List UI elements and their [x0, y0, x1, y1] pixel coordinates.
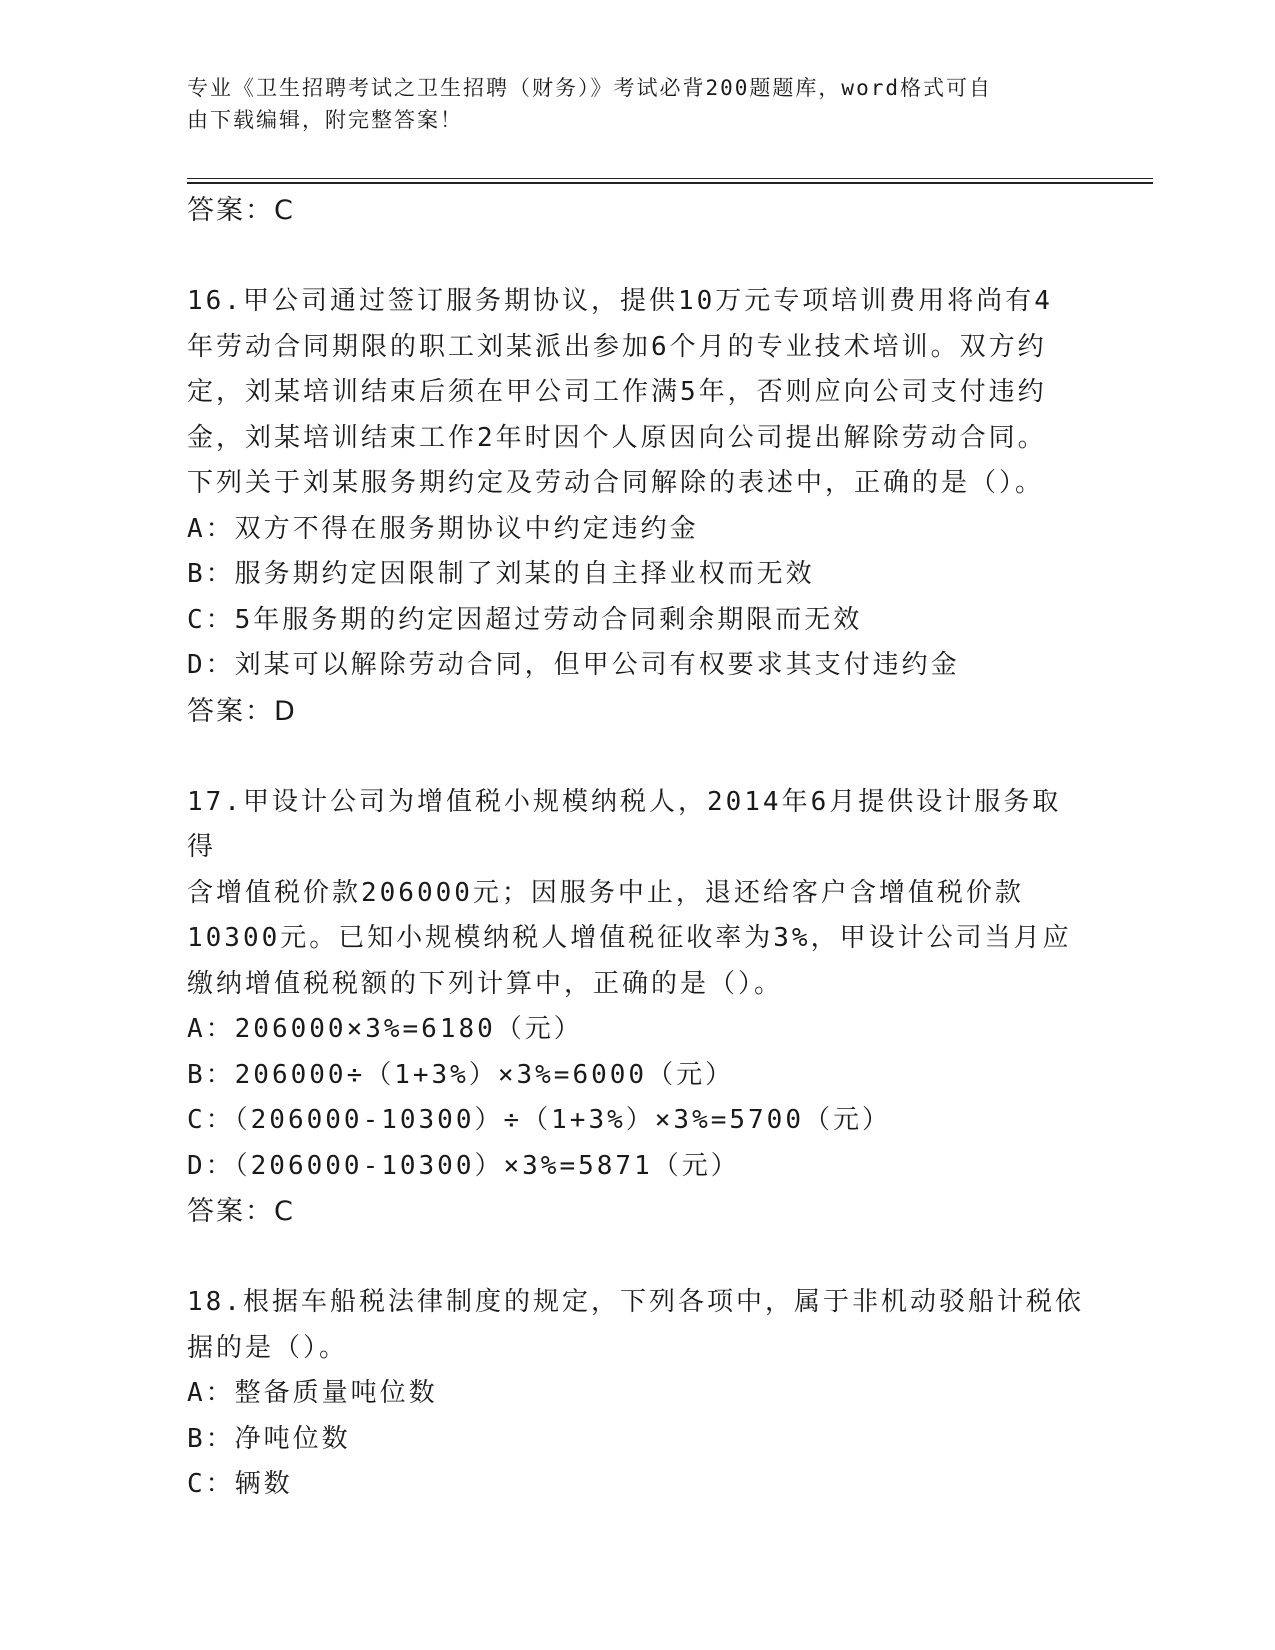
- question-text-line: 金，刘某培训结束工作2年时因个人原因向公司提出解除劳动合同。: [187, 422, 1047, 453]
- answer-line: 答案：D: [187, 695, 297, 727]
- option-c: C：辆数: [187, 1469, 293, 1499]
- question-text-line: 17.甲设计公司为增值税小规模纳税人，2014年6月提供设计服务取得: [187, 786, 1062, 862]
- option-a: A：整备质量吨位数: [187, 1378, 438, 1408]
- question-text-line: 据的是（）。: [187, 1332, 349, 1363]
- option-b: B：服务期约定因限制了刘某的自主择业权而无效: [187, 559, 815, 589]
- option-d: D：刘某可以解除劳动合同，但甲公司有权要求其支付违约金: [187, 650, 960, 680]
- question-text-line: 缴纳增值税税额的下列计算中，正确的是（）。: [187, 968, 784, 999]
- option-a: A：206000×3%=6180（元）: [187, 1014, 583, 1044]
- header-line-2: 由下载编辑，附完整答案！: [187, 108, 463, 132]
- question-17: [187, 780, 1087, 1236]
- document-header: [187, 72, 1067, 136]
- header-divider-thin: [187, 178, 1153, 179]
- option-c: C：（206000-10300）÷（1+3%）×3%=5700（元）: [187, 1105, 891, 1135]
- question-text-line: 16.甲公司通过签订服务期协议，提供10万元专项培训费用将尚有4: [187, 286, 1053, 316]
- answer-line: 答案：C: [187, 195, 295, 226]
- option-b: B：206000÷（1+3%）×3%=6000（元）: [187, 1059, 735, 1090]
- question-18: [187, 1280, 1087, 1508]
- question-text-line: 定，刘某培训结束后须在甲公司工作满5年，否则应向公司支付违约: [187, 377, 1047, 407]
- header-divider-thick: [187, 182, 1153, 184]
- option-a: A：双方不得在服务期协议中约定违约金: [187, 513, 699, 544]
- option-b: B：净吨位数: [187, 1423, 351, 1454]
- spacer: [187, 1235, 1087, 1280]
- question-text-line: 含增值税价款206000元；因服务中止，退还给客户含增值税价款: [187, 877, 1024, 908]
- question-text-line: 10300元。已知小规模纳税人增值税征收率为3%，甲设计公司当月应: [187, 923, 1072, 953]
- header-line-1: 专业《卫生招聘考试之卫生招聘（财务）》考试必背200题题库，word格式可自: [187, 76, 992, 100]
- option-d: D：（206000-10300）×3%=5871（元）: [187, 1150, 740, 1181]
- option-c: C：5年服务期的约定因超过劳动合同剩余期限而无效: [187, 604, 863, 635]
- question-text-line: 18.根据车船税法律制度的规定，下列各项中，属于非机动驳船计税依: [187, 1287, 1084, 1317]
- question-text-line: 下列关于刘某服务期约定及劳动合同解除的表述中，正确的是（）。: [187, 468, 1045, 498]
- spacer: [187, 234, 1087, 279]
- answer-line: 答案：C: [187, 1196, 295, 1227]
- spacer: [187, 735, 1087, 780]
- document-body: [187, 188, 1087, 1508]
- question-16: [187, 279, 1087, 735]
- question-text-line: 年劳动合同期限的职工刘某派出参加6个月的专业技术培训。双方约: [187, 331, 1047, 362]
